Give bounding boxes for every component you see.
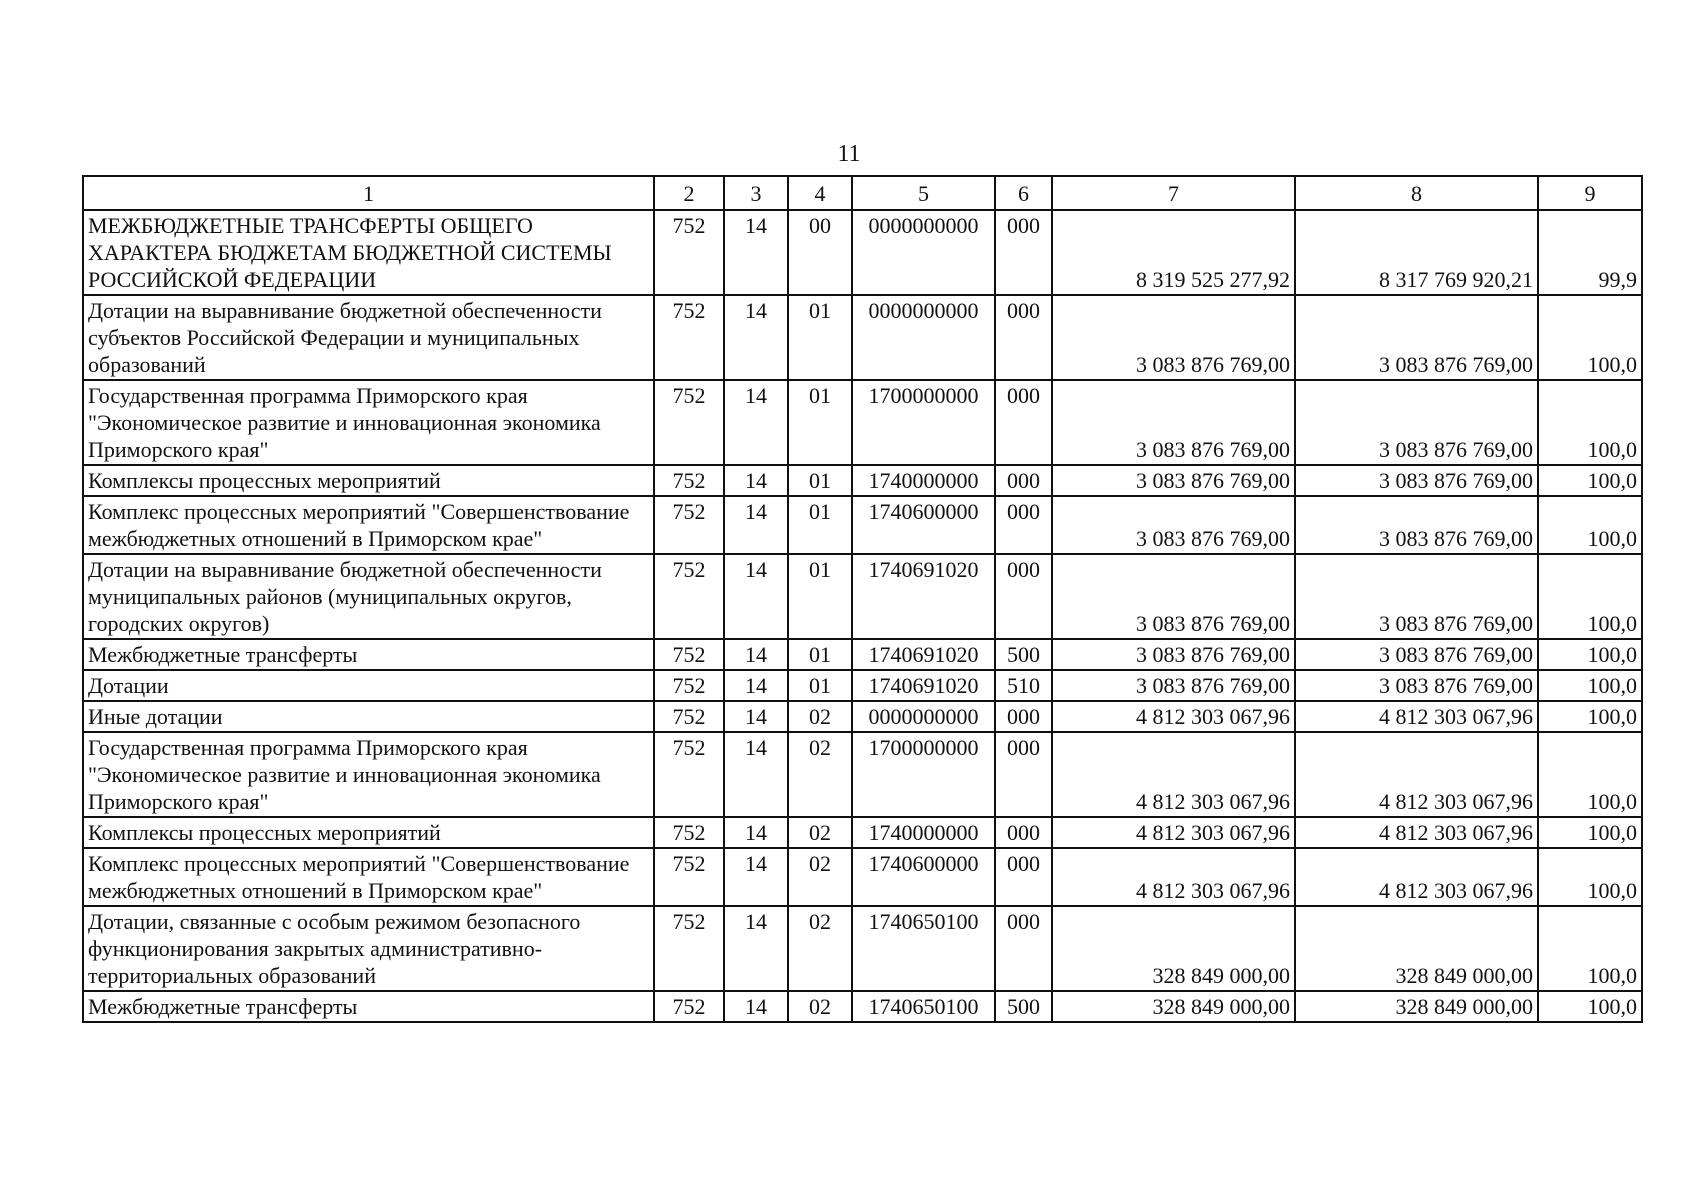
cell-col5: 1740650100 — [852, 991, 995, 1022]
cell-col8: 4 812 303 067,96 — [1295, 732, 1538, 817]
cell-col9: 100,0 — [1538, 465, 1642, 496]
cell-description: Иные дотации — [83, 701, 654, 732]
cell-col8: 328 849 000,00 — [1295, 906, 1538, 991]
cell-col2: 752 — [654, 496, 724, 554]
cell-col8: 3 083 876 769,00 — [1295, 639, 1538, 670]
table-row — [83, 210, 1642, 295]
table-row — [83, 295, 1642, 380]
cell-col9: 100,0 — [1538, 817, 1642, 848]
cell-col2: 752 — [654, 991, 724, 1022]
table-row — [83, 701, 1642, 732]
cell-col9: 100,0 — [1538, 639, 1642, 670]
cell-col6: 000 — [995, 906, 1052, 991]
table-row — [83, 465, 1642, 496]
cell-col3: 14 — [724, 496, 788, 554]
cell-description: Комплекс процессных мероприятий "Совершенствование межбюджетных отношений в Приморском крае" — [83, 848, 654, 906]
cell-col7: 8 319 525 277,92 — [1052, 210, 1295, 295]
cell-col7: 3 083 876 769,00 — [1052, 496, 1295, 554]
cell-col8: 3 083 876 769,00 — [1295, 554, 1538, 639]
page-number: 11 — [837, 141, 861, 167]
table-row — [83, 848, 1642, 906]
cell-col5: 0000000000 — [852, 210, 995, 295]
header-row — [83, 176, 1642, 210]
cell-description: Комплекс процессных мероприятий "Совершенствование межбюджетных отношений в Приморском крае" — [83, 496, 654, 554]
cell-col8: 3 083 876 769,00 — [1295, 670, 1538, 701]
cell-col7: 328 849 000,00 — [1052, 906, 1295, 991]
cell-col6: 500 — [995, 639, 1052, 670]
cell-col3: 14 — [724, 848, 788, 906]
cell-col2: 752 — [654, 906, 724, 991]
cell-col9: 100,0 — [1538, 496, 1642, 554]
header-cell-3: 3 — [724, 176, 788, 210]
cell-col2: 752 — [654, 465, 724, 496]
header-cell-1: 1 — [83, 176, 654, 210]
cell-col2: 752 — [654, 670, 724, 701]
cell-col6: 510 — [995, 670, 1052, 701]
cell-description: Межбюджетные трансферты — [83, 991, 654, 1022]
cell-col7: 4 812 303 067,96 — [1052, 732, 1295, 817]
cell-description: Комплексы процессных мероприятий — [83, 817, 654, 848]
cell-col9: 100,0 — [1538, 295, 1642, 380]
cell-col3: 14 — [724, 295, 788, 380]
cell-col8: 8 317 769 920,21 — [1295, 210, 1538, 295]
header-cell-7: 7 — [1052, 176, 1295, 210]
cell-col4: 00 — [788, 210, 852, 295]
cell-col9: 100,0 — [1538, 732, 1642, 817]
cell-col7: 3 083 876 769,00 — [1052, 639, 1295, 670]
cell-col5: 1740691020 — [852, 670, 995, 701]
cell-col2: 752 — [654, 848, 724, 906]
cell-col8: 4 812 303 067,96 — [1295, 848, 1538, 906]
table-row — [83, 991, 1642, 1022]
cell-col8: 328 849 000,00 — [1295, 991, 1538, 1022]
cell-description: Комплексы процессных мероприятий — [83, 465, 654, 496]
cell-col3: 14 — [724, 639, 788, 670]
table-row — [83, 496, 1642, 554]
cell-col5: 1740000000 — [852, 465, 995, 496]
cell-col7: 3 083 876 769,00 — [1052, 554, 1295, 639]
cell-col8: 3 083 876 769,00 — [1295, 496, 1538, 554]
cell-col2: 752 — [654, 817, 724, 848]
cell-col8: 4 812 303 067,96 — [1295, 701, 1538, 732]
header-cell-4: 4 — [788, 176, 852, 210]
cell-col2: 752 — [654, 639, 724, 670]
cell-col9: 100,0 — [1538, 991, 1642, 1022]
cell-col7: 3 083 876 769,00 — [1052, 670, 1295, 701]
cell-col2: 752 — [654, 701, 724, 732]
cell-col4: 01 — [788, 554, 852, 639]
cell-col5: 1740691020 — [852, 639, 995, 670]
cell-col6: 000 — [995, 465, 1052, 496]
cell-col4: 02 — [788, 848, 852, 906]
cell-col8: 3 083 876 769,00 — [1295, 295, 1538, 380]
cell-description: МЕЖБЮДЖЕТНЫЕ ТРАНСФЕРТЫ ОБЩЕГО ХАРАКТЕРА БЮДЖЕТАМ БЮДЖЕТНОЙ СИСТЕМЫ РОССИЙСКОЙ ФЕДЕРАЦИИ — [83, 210, 654, 295]
cell-col2: 752 — [654, 732, 724, 817]
cell-col7: 3 083 876 769,00 — [1052, 295, 1295, 380]
cell-col3: 14 — [724, 380, 788, 465]
cell-col7: 4 812 303 067,96 — [1052, 848, 1295, 906]
cell-description: Дотации на выравнивание бюджетной обеспеченности муниципальных районов (муниципальных округов, городских округов) — [83, 554, 654, 639]
cell-col7: 3 083 876 769,00 — [1052, 465, 1295, 496]
table-row — [83, 670, 1642, 701]
cell-col4: 02 — [788, 991, 852, 1022]
cell-col5: 1740650100 — [852, 906, 995, 991]
header-cell-8: 8 — [1295, 176, 1538, 210]
cell-col8: 3 083 876 769,00 — [1295, 465, 1538, 496]
table-row — [83, 380, 1642, 465]
table-row — [83, 817, 1642, 848]
cell-col8: 4 812 303 067,96 — [1295, 817, 1538, 848]
cell-description: Государственная программа Приморского края "Экономическое развитие и инновационная экономика Приморского края" — [83, 380, 654, 465]
cell-col9: 100,0 — [1538, 380, 1642, 465]
cell-col6: 000 — [995, 295, 1052, 380]
cell-col7: 4 812 303 067,96 — [1052, 817, 1295, 848]
cell-col7: 328 849 000,00 — [1052, 991, 1295, 1022]
cell-col3: 14 — [724, 210, 788, 295]
cell-col3: 14 — [724, 732, 788, 817]
cell-description: Государственная программа Приморского края "Экономическое развитие и инновационная экономика Приморского края" — [83, 732, 654, 817]
table-row — [83, 906, 1642, 991]
cell-col3: 14 — [724, 701, 788, 732]
table-row — [83, 732, 1642, 817]
cell-col9: 100,0 — [1538, 670, 1642, 701]
cell-col5: 0000000000 — [852, 701, 995, 732]
table-row — [83, 554, 1642, 639]
cell-col5: 1740600000 — [852, 496, 995, 554]
header-cell-9: 9 — [1538, 176, 1642, 210]
cell-col5: 0000000000 — [852, 295, 995, 380]
cell-col2: 752 — [654, 554, 724, 639]
cell-col7: 3 083 876 769,00 — [1052, 380, 1295, 465]
cell-col4: 01 — [788, 295, 852, 380]
cell-description: Дотации на выравнивание бюджетной обеспеченности субъектов Российской Федерации и муниципальных образований — [83, 295, 654, 380]
cell-col4: 02 — [788, 732, 852, 817]
cell-col2: 752 — [654, 295, 724, 380]
cell-col9: 100,0 — [1538, 848, 1642, 906]
cell-col6: 000 — [995, 210, 1052, 295]
cell-col3: 14 — [724, 554, 788, 639]
table-body — [83, 176, 1642, 1022]
cell-col4: 02 — [788, 906, 852, 991]
cell-col4: 02 — [788, 817, 852, 848]
cell-description: Дотации — [83, 670, 654, 701]
header-cell-2: 2 — [654, 176, 724, 210]
cell-col5: 1740600000 — [852, 848, 995, 906]
header-cell-5: 5 — [852, 176, 995, 210]
cell-col4: 01 — [788, 465, 852, 496]
cell-col9: 99,9 — [1538, 210, 1642, 295]
cell-col6: 000 — [995, 848, 1052, 906]
cell-col4: 01 — [788, 380, 852, 465]
cell-col5: 1740000000 — [852, 817, 995, 848]
cell-col7: 4 812 303 067,96 — [1052, 701, 1295, 732]
header-cell-6: 6 — [995, 176, 1052, 210]
table-row — [83, 639, 1642, 670]
cell-col4: 01 — [788, 670, 852, 701]
cell-col6: 000 — [995, 554, 1052, 639]
cell-col4: 01 — [788, 496, 852, 554]
cell-col5: 1700000000 — [852, 732, 995, 817]
cell-col2: 752 — [654, 380, 724, 465]
cell-col6: 000 — [995, 732, 1052, 817]
cell-col2: 752 — [654, 210, 724, 295]
cell-col6: 000 — [995, 701, 1052, 732]
cell-col6: 000 — [995, 496, 1052, 554]
cell-col6: 000 — [995, 817, 1052, 848]
cell-col6: 500 — [995, 991, 1052, 1022]
cell-description: Межбюджетные трансферты — [83, 639, 654, 670]
cell-col9: 100,0 — [1538, 906, 1642, 991]
cell-description: Дотации, связанные с особым режимом безопасного функционирования закрытых административно-территориальных образований — [83, 906, 654, 991]
cell-col3: 14 — [724, 465, 788, 496]
cell-col9: 100,0 — [1538, 701, 1642, 732]
cell-col3: 14 — [724, 991, 788, 1022]
cell-col3: 14 — [724, 906, 788, 991]
cell-col9: 100,0 — [1538, 554, 1642, 639]
cell-col5: 1740691020 — [852, 554, 995, 639]
cell-col3: 14 — [724, 817, 788, 848]
cell-col6: 000 — [995, 380, 1052, 465]
cell-col4: 02 — [788, 701, 852, 732]
budget-table — [82, 175, 1643, 1023]
cell-col3: 14 — [724, 670, 788, 701]
cell-col4: 01 — [788, 639, 852, 670]
cell-col5: 1700000000 — [852, 380, 995, 465]
cell-col8: 3 083 876 769,00 — [1295, 380, 1538, 465]
